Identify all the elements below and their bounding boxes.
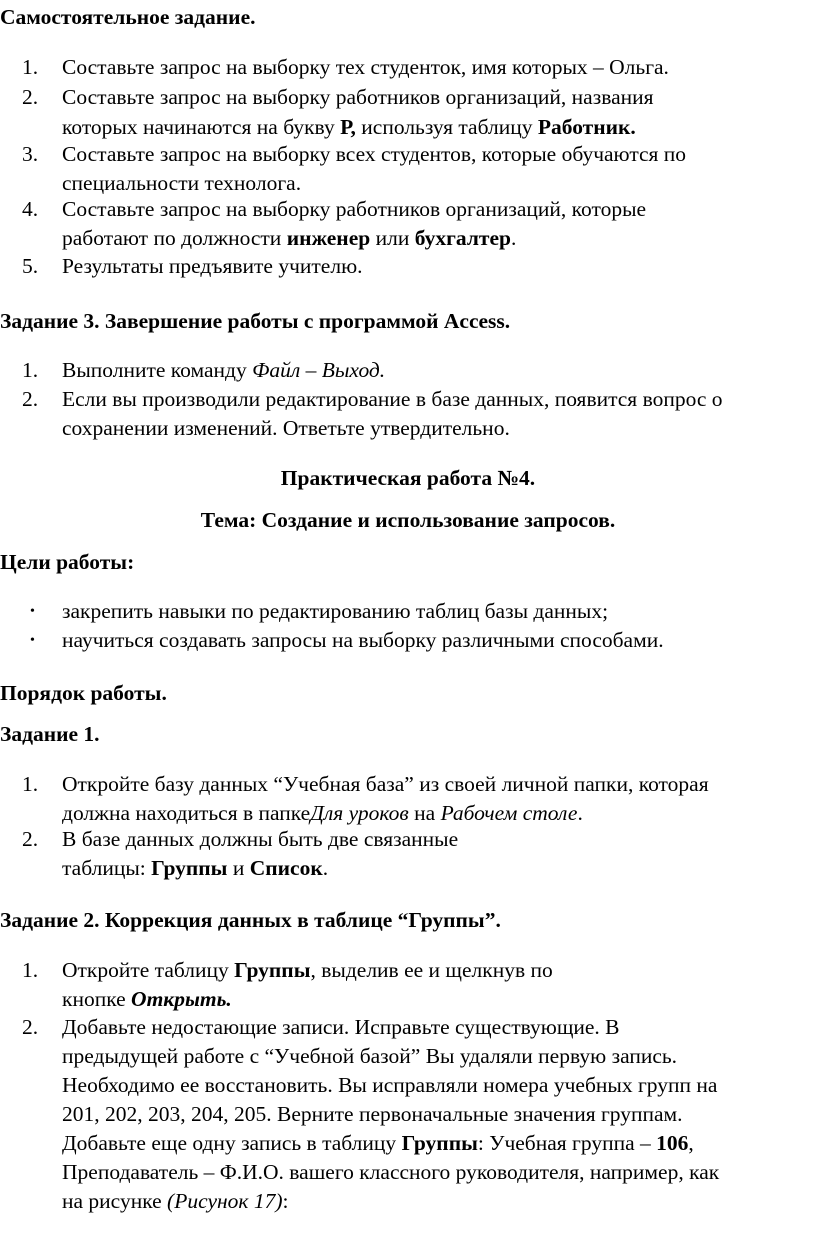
procedure-heading: Порядок работы.: [0, 681, 167, 705]
goals-heading: Цели работы:: [0, 550, 135, 574]
document-page: Самостоятельное задание. 1. Составьте запрос на выборку тех студенток, имя которых – Ольга. 2. Составьте запрос на выборку работников организаций, названия которых начинаются на букву Р, используя таблицу Работник. 3. Составьте запрос на выборку всех студентов, которые обучаются по специальности технолога. 4. Составьте запрос на выборку работников организаций, которые работают по должности инженер или бухгалтер. 5. Результаты предъявите учителю. Задание 3. Завершение работы с программой Access. 1. Выполните команду Файл – Выход. 2. Если вы производили редактирование в базе данных, появится вопрос о сохранении изменений. Ответьте утвердительно. Практическая работа №4. Тема: Создание и использование запросов. Цели работы: • закрепить навыки по редактированию таблиц базы данных; • научиться создавать запросы на выборку различными способами. Порядок работы. Задание 1. 1. Откройте базу данных “Учебная база” из своей личной папки, которая должна находиться в папкеДля уроков на Рабочем столе. 2. В базе данных должны быть две связанные таблицы: Группы и Список. Задание 2. Коррекция данных в таблице “Группы”. 1. Откройте таблицу Группы, выделив ее и щелкнув по кнопке Открыть. 2. Добавьте недостающие записи. Исправьте существующие. В предыдущей работе с “Учебной базой” Вы удаляли первую запись. Необходимо ее восстановить. Вы исправляли номера учебных групп на 201, 202, 203, 204, 205. Верните первоначальные значения группам. Добавьте еще одну запись в таблицу Группы: Учебная группа – 106, Преподаватель – Ф.И.О. вашего классного руководителя, например, как на рисунке (Рисунок 17):: [0, 0, 816, 1237]
practical-title: Практическая работа №4.: [280, 466, 536, 490]
bullet-icon: •: [30, 604, 35, 619]
self-task-heading: Самостоятельное задание.: [0, 5, 256, 29]
bullet-icon: •: [30, 633, 35, 648]
task3-heading: Задание 3. Завершение работы с программой Access.: [0, 309, 511, 333]
task1-heading: Задание 1.: [0, 722, 100, 746]
task2-heading: Задание 2. Коррекция данных в таблице “Группы”.: [0, 908, 501, 932]
practical-topic: Тема: Создание и использование запросов.: [200, 508, 616, 532]
